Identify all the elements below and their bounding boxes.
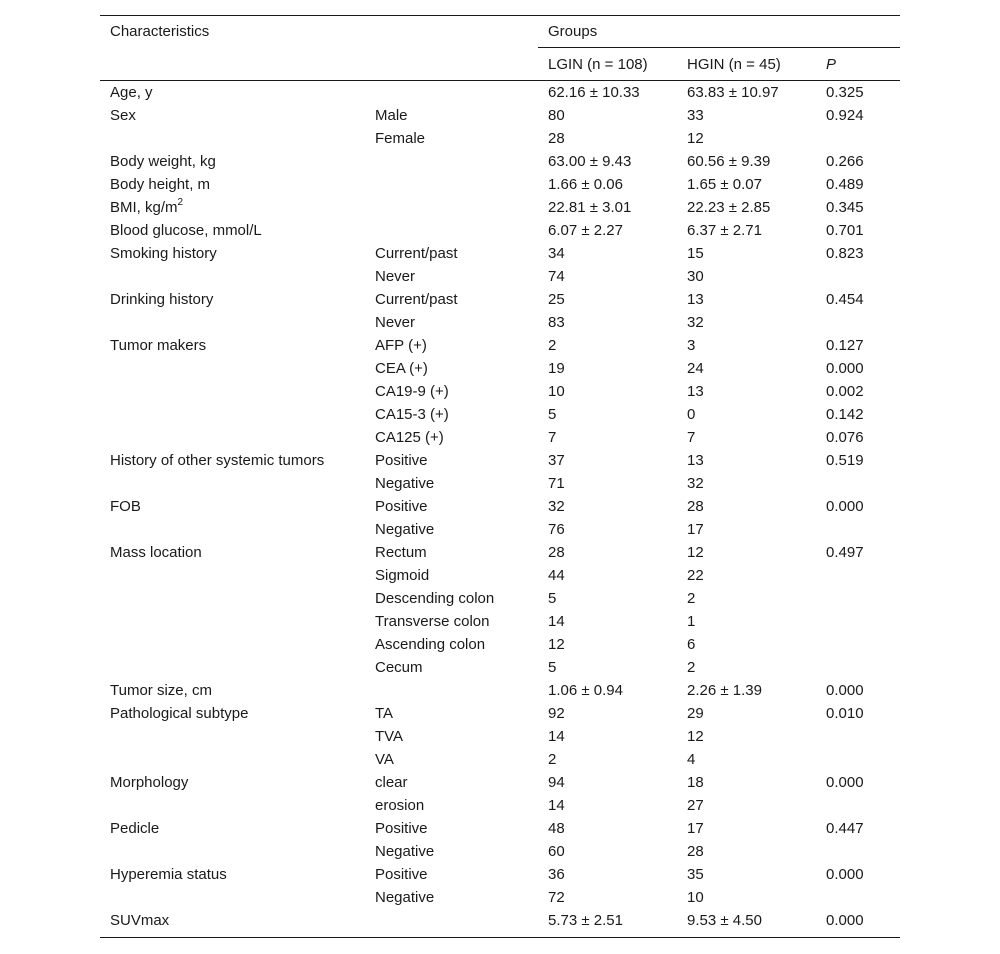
row-lgin-value-text: 37 [548,452,565,469]
row-characteristic-text: Drinking history [110,291,214,308]
row-subcategory-text: erosion [375,797,425,814]
row-lgin-value [548,886,565,909]
row-lgin-value [548,633,565,656]
row-subcategory [375,357,428,380]
row-p-value [826,541,864,564]
row-subcategory [375,518,434,541]
row-characteristic [110,173,210,196]
groups-rule [538,47,900,48]
row-hgin-value-text: 13 [687,383,704,400]
row-lgin-value [548,357,565,380]
row-lgin-value-text: 80 [548,107,565,124]
row-hgin-value [687,886,704,909]
row-subcategory [375,242,458,265]
row-hgin-value [687,495,704,518]
row-subcategory [375,771,408,794]
row-p-value-text: 0.454 [826,291,864,308]
row-p-value [826,449,864,472]
row-lgin-value-text: 6.07 ± 2.27 [548,222,623,239]
row-subcategory [375,403,449,426]
row-p-value [826,196,864,219]
row-hgin-value [687,909,762,932]
row-hgin-value-text: 12 [687,544,704,561]
row-subcategory-text: CA15-3 (+) [375,406,449,423]
row-hgin-value [687,196,770,219]
row-hgin-value-text: 17 [687,820,704,837]
row-lgin-value-text: 71 [548,475,565,492]
row-characteristic [110,771,188,794]
row-lgin-value [548,794,565,817]
row-lgin-value-text: 1.06 ± 0.94 [548,682,623,699]
row-lgin-value-text: 5 [548,590,557,607]
row-lgin-value-text: 76 [548,521,565,538]
row-lgin-value-text: 5 [548,659,557,676]
row-hgin-value [687,656,695,679]
row-characteristic-text: Smoking history [110,245,217,262]
row-subcategory-text: Negative [375,889,435,906]
row-lgin-value [548,725,565,748]
row-lgin-value [548,909,623,932]
row-lgin-value [548,380,565,403]
row-characteristic [110,288,213,311]
row-characteristic-text: Pathological subtype [110,705,249,722]
header-characteristics: Characteristics [110,23,210,40]
row-subcategory-text: Positive [375,498,428,515]
row-p-value [826,380,864,403]
row-lgin-value-text: 2 [548,751,557,768]
row-lgin-value [548,173,623,196]
row-hgin-value [687,449,704,472]
row-p-value [826,242,864,265]
row-characteristic [110,81,153,104]
row-subcategory [375,633,485,656]
row-subcategory-text: TVA [375,728,404,745]
row-p-value [826,771,864,794]
row-subcategory-text: Never [375,314,416,331]
row-lgin-value [548,817,565,840]
row-hgin-value [687,265,704,288]
row-subcategory [375,380,449,403]
row-characteristic [110,150,216,173]
row-subcategory [375,656,423,679]
row-lgin-value [548,472,565,495]
row-p-value-text: 0.000 [826,682,864,699]
row-subcategory-text: TA [375,705,394,722]
row-lgin-value-text: 14 [548,797,565,814]
row-hgin-value-text: 35 [687,866,704,883]
row-p-value [826,288,864,311]
row-characteristic-text: Sex [110,107,136,124]
row-p-value [826,702,864,725]
row-subcategory-text: Ascending colon [375,636,486,653]
row-hgin-value-text: 12 [687,130,704,147]
row-hgin-value-text: 18 [687,774,704,791]
row-subcategory [375,311,415,334]
row-p-value-text: 0.010 [826,705,864,722]
row-hgin-value-text: 32 [687,475,704,492]
row-hgin-value-text: 2.26 ± 1.39 [687,682,762,699]
row-subcategory [375,288,458,311]
row-p-value [826,426,864,449]
row-lgin-value-text: 32 [548,498,565,515]
row-p-value-text: 0.127 [826,337,864,354]
row-hgin-value [687,472,704,495]
row-lgin-value [548,288,565,311]
header-groups: Groups [548,23,598,40]
row-p-value [826,357,864,380]
row-characteristic [110,219,262,242]
row-lgin-value [548,541,565,564]
row-subcategory [375,610,490,633]
row-subcategory-text: Descending colon [375,590,495,607]
row-hgin-value-text: 22 [687,567,704,584]
row-hgin-value [687,219,762,242]
row-lgin-value [548,196,631,219]
row-subcategory-text: Positive [375,452,428,469]
row-p-value [826,909,864,932]
row-p-value-text: 0.924 [826,107,864,124]
row-subcategory [375,725,403,748]
row-lgin-value [548,127,565,150]
row-subcategory-text: Cecum [375,659,423,676]
row-hgin-value-text: 22.23 ± 2.85 [687,199,771,216]
row-hgin-value [687,357,704,380]
row-p-value-text: 0.000 [826,498,864,515]
row-lgin-value [548,150,631,173]
row-lgin-value-text: 25 [548,291,565,308]
row-lgin-value-text: 14 [548,613,565,630]
row-subcategory [375,334,427,357]
row-characteristic-text: FOB [110,498,141,515]
row-characteristic-text: Blood glucose, mmol/L [110,222,262,239]
row-hgin-value-text: 12 [687,728,704,745]
row-hgin-value-text: 13 [687,291,704,308]
row-subcategory-text: Male [375,107,408,124]
row-hgin-value-text: 2 [687,659,696,676]
row-characteristic [110,334,206,357]
row-hgin-value-text: 6.37 ± 2.71 [687,222,762,239]
row-p-value-text: 0.519 [826,452,864,469]
row-lgin-value [548,840,565,863]
row-p-value-text: 0.497 [826,544,864,561]
row-lgin-value [548,265,565,288]
row-hgin-value [687,748,695,771]
row-hgin-value-text: 15 [687,245,704,262]
top-rule [100,15,900,16]
row-subcategory [375,449,428,472]
row-subcategory [375,127,425,150]
row-hgin-value-text: 3 [687,337,696,354]
row-hgin-value-text: 24 [687,360,704,377]
row-subcategory [375,817,428,840]
row-p-value-text: 0.000 [826,866,864,883]
row-subcategory-text: Never [375,268,416,285]
row-subcategory-text: clear [375,774,408,791]
row-subcategory-text: Negative [375,521,435,538]
row-p-value-text: 0.823 [826,245,864,262]
row-lgin-value [548,679,623,702]
row-p-value [826,403,864,426]
row-lgin-value [548,449,565,472]
row-subcategory-text: Positive [375,866,428,883]
row-lgin-value [548,748,556,771]
row-lgin-value [548,610,565,633]
row-lgin-value-text: 83 [548,314,565,331]
row-hgin-value [687,702,704,725]
header-p-value: P [826,56,837,73]
row-subcategory-text: Transverse colon [375,613,490,630]
row-hgin-value [687,311,704,334]
row-lgin-value-text: 94 [548,774,565,791]
row-p-value [826,173,864,196]
row-hgin-value-text: 17 [687,521,704,538]
row-p-value-text: 0.142 [826,406,864,423]
row-characteristic-text: Body weight, kg [110,153,216,170]
row-lgin-value-text: 7 [548,429,557,446]
row-lgin-value-text: 63.00 ± 9.43 [548,153,632,170]
row-hgin-value-text: 0 [687,406,696,423]
row-lgin-value-text: 28 [548,130,565,147]
row-hgin-value-text: 6 [687,636,696,653]
row-p-value-text: 0.000 [826,912,864,929]
row-characteristic [110,863,227,886]
row-subcategory-text: Current/past [375,291,458,308]
row-subcategory-text: CEA (+) [375,360,428,377]
row-lgin-value [548,242,565,265]
row-hgin-value-text: 7 [687,429,696,446]
row-subcategory [375,886,434,909]
row-lgin-value-text: 10 [548,383,565,400]
row-characteristic-text: Age, y [110,84,153,101]
row-hgin-value [687,403,695,426]
row-p-value [826,219,864,242]
row-hgin-value [687,334,695,357]
row-lgin-value-text: 74 [548,268,565,285]
row-hgin-value [687,541,704,564]
row-lgin-value [548,334,556,357]
row-hgin-value-text: 9.53 ± 4.50 [687,912,762,929]
row-hgin-value-text: 30 [687,268,704,285]
row-subcategory [375,748,394,771]
row-hgin-value [687,288,704,311]
row-lgin-value-text: 22.81 ± 3.01 [548,199,632,216]
row-lgin-value-text: 92 [548,705,565,722]
row-p-value-text: 0.325 [826,84,864,101]
row-hgin-value-text: 29 [687,705,704,722]
row-subcategory-text: VA [375,751,394,768]
row-subcategory-text: CA125 (+) [375,429,444,446]
row-lgin-value-text: 62.16 ± 10.33 [548,84,640,101]
row-hgin-value [687,817,704,840]
row-hgin-value [687,587,695,610]
row-characteristic-text: Body height, m [110,176,211,193]
row-characteristic-text: History of other systemic tumors [110,452,325,469]
row-hgin-value [687,794,704,817]
row-lgin-value-text: 28 [548,544,565,561]
row-hgin-value-text: 13 [687,452,704,469]
row-hgin-value-text: 63.83 ± 10.97 [687,84,779,101]
row-p-value [826,150,864,173]
row-characteristic [110,909,169,932]
row-characteristic [110,679,212,702]
row-characteristic-text: Pedicle [110,820,160,837]
row-hgin-value [687,173,762,196]
row-lgin-value-text: 44 [548,567,565,584]
row-hgin-value [687,426,695,449]
row-subcategory-text: Rectum [375,544,427,561]
row-lgin-value-text: 12 [548,636,565,653]
row-subcategory-text: CA19-9 (+) [375,383,449,400]
row-characteristic [110,104,136,127]
row-p-value-text: 0.076 [826,429,864,446]
row-hgin-value [687,518,704,541]
header-hgin: HGIN (n = 45) [687,56,781,73]
row-p-value-text: 0.000 [826,360,864,377]
row-characteristic-text: Tumor makers [110,337,207,354]
row-subcategory-text: Positive [375,820,428,837]
row-characteristic [110,242,217,265]
row-hgin-value [687,840,704,863]
row-hgin-value-text: 28 [687,843,704,860]
row-lgin-value-text: 48 [548,820,565,837]
row-hgin-value [687,564,704,587]
row-p-value [826,679,864,702]
header-lgin: LGIN (n = 108) [548,56,648,73]
row-lgin-value-text: 34 [548,245,565,262]
row-p-value-text: 0.489 [826,176,864,193]
row-lgin-value [548,403,556,426]
row-hgin-value-text: 10 [687,889,704,906]
row-hgin-value [687,863,704,886]
row-subcategory [375,495,428,518]
row-hgin-value [687,104,704,127]
row-subcategory-text: Sigmoid [375,567,430,584]
row-subcategory-text: Female [375,130,426,147]
row-subcategory [375,426,444,449]
bottom-rule [100,937,900,938]
row-subcategory-text: AFP (+) [375,337,427,354]
row-lgin-value-text: 72 [548,889,565,906]
row-lgin-value [548,702,565,725]
row-lgin-value [548,81,640,104]
row-lgin-value [548,311,565,334]
row-characteristic [110,541,202,564]
row-lgin-value-text: 5.73 ± 2.51 [548,912,623,929]
row-hgin-value [687,81,779,104]
superscript: 2 [177,197,184,208]
row-lgin-value [548,104,565,127]
row-hgin-value [687,127,704,150]
row-lgin-value-text: 5 [548,406,557,423]
row-lgin-value-text: 1.66 ± 0.06 [548,176,623,193]
row-characteristic-text: BMI, kg/m [110,199,178,216]
row-lgin-value-text: 14 [548,728,565,745]
row-lgin-value-text: 60 [548,843,565,860]
row-p-value-text: 0.701 [826,222,864,239]
row-lgin-value [548,495,565,518]
row-characteristic [110,196,183,219]
row-subcategory-text: Current/past [375,245,458,262]
row-p-value [826,817,864,840]
row-p-value-text: 0.000 [826,774,864,791]
row-hgin-value-text: 1 [687,613,696,630]
row-subcategory-text: Negative [375,475,435,492]
row-hgin-value [687,150,770,173]
row-lgin-value [548,564,565,587]
row-hgin-value [687,242,704,265]
row-hgin-value-text: 1.65 ± 0.07 [687,176,762,193]
header-bottom-rule [100,80,900,81]
row-hgin-value-text: 27 [687,797,704,814]
row-lgin-value [548,518,565,541]
row-subcategory [375,541,427,564]
row-hgin-value [687,610,695,633]
row-subcategory [375,104,408,127]
row-p-value-text: 0.345 [826,199,864,216]
row-characteristic-text: Tumor size, cm [110,682,212,699]
row-characteristic-text: Morphology [110,774,189,791]
row-lgin-value [548,587,556,610]
row-hgin-value [687,771,704,794]
row-hgin-value-text: 4 [687,751,696,768]
row-lgin-value [548,771,565,794]
row-subcategory [375,265,415,288]
row-hgin-value-text: 60.56 ± 9.39 [687,153,771,170]
row-p-value [826,334,864,357]
row-lgin-value-text: 2 [548,337,557,354]
row-subcategory [375,794,424,817]
row-p-value-text: 0.266 [826,153,864,170]
row-characteristic [110,702,248,725]
row-p-value [826,495,864,518]
row-p-value-text: 0.002 [826,383,864,400]
row-hgin-value-text: 32 [687,314,704,331]
row-hgin-value [687,725,704,748]
row-characteristic [110,449,324,472]
row-lgin-value-text: 19 [548,360,565,377]
row-hgin-value [687,633,695,656]
row-characteristic-text: Hyperemia status [110,866,227,883]
row-subcategory [375,472,434,495]
row-subcategory [375,702,393,725]
row-subcategory [375,840,434,863]
row-hgin-value-text: 33 [687,107,704,124]
row-lgin-value [548,426,556,449]
row-characteristic [110,817,159,840]
row-subcategory [375,587,494,610]
row-subcategory [375,564,429,587]
row-characteristic-text: Mass location [110,544,202,561]
row-subcategory [375,863,428,886]
row-characteristic-text: SUVmax [110,912,170,929]
row-hgin-value-text: 28 [687,498,704,515]
row-lgin-value-text: 36 [548,866,565,883]
row-hgin-value [687,679,762,702]
row-lgin-value [548,863,565,886]
row-p-value [826,104,864,127]
row-hgin-value-text: 2 [687,590,696,607]
row-subcategory-text: Negative [375,843,435,860]
row-p-value [826,81,864,104]
row-lgin-value [548,656,556,679]
row-characteristic [110,495,141,518]
row-p-value-text: 0.447 [826,820,864,837]
row-p-value [826,863,864,886]
row-lgin-value [548,219,623,242]
row-hgin-value [687,380,704,403]
